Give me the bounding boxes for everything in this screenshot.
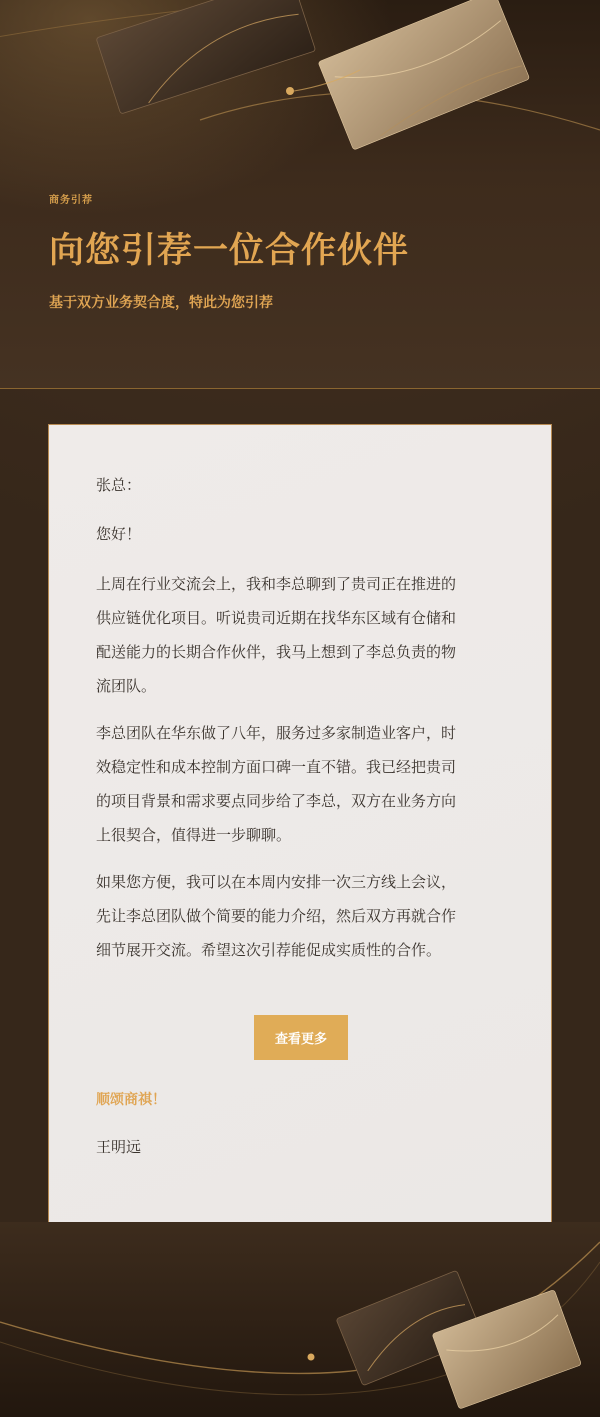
business-cards-illustration: [0, 1222, 600, 1417]
paragraph-line: 先让李总团队做个简要的能力介绍，然后双方再就合作: [96, 907, 457, 925]
letter-card: [48, 424, 552, 1223]
greeting: 您好！: [96, 525, 142, 543]
header-divider: [0, 388, 600, 389]
paragraph-line: 李总团队在华东做了八年，服务过多家制造业客户，时: [96, 724, 457, 742]
letter-paragraph: [96, 567, 506, 703]
paragraph-line: 如果您方便，我可以在本周内安排一次三方线上会议，: [96, 873, 457, 891]
closing-line: 顺颂商祺！: [96, 1092, 166, 1108]
view-more-button[interactable]: 查看更多: [254, 1015, 348, 1060]
paragraph-line: 供应链优化项目。听说贵司近期在找华东区域有仓储和: [96, 609, 457, 627]
paragraph-line: 效稳定性和成本控制方面口碑一直不错。我已经把贵司: [96, 758, 457, 776]
signature: 王明远: [96, 1138, 142, 1156]
page-title: 向您引荐一位合作伙伴: [49, 231, 410, 271]
paragraph-line: 配送能力的长期合作伙伴，我马上想到了李总负责的物: [96, 643, 457, 661]
letter-paragraph: [96, 865, 506, 967]
paragraph-line: 上很契合，值得进一步聊聊。: [96, 826, 292, 844]
salutation: 张总：: [96, 476, 142, 494]
page-subtitle: 基于双方业务契合度，特此为您引荐: [49, 295, 273, 311]
paragraph-line: 细节展开交流。希望这次引荐能促成实质性的合作。: [96, 941, 442, 959]
eyebrow-label: 商务引荐: [49, 195, 93, 206]
header-banner: [0, 0, 600, 389]
paragraph-line: 流团队。: [96, 677, 157, 695]
footer-banner: [0, 1222, 600, 1417]
paragraph-line: 的项目背景和需求要点同步给了李总，双方在业务方向: [96, 792, 457, 810]
paragraph-line: 上周在行业交流会上，我和李总聊到了贵司正在推进的: [96, 575, 457, 593]
letter-paragraph: [96, 716, 506, 852]
